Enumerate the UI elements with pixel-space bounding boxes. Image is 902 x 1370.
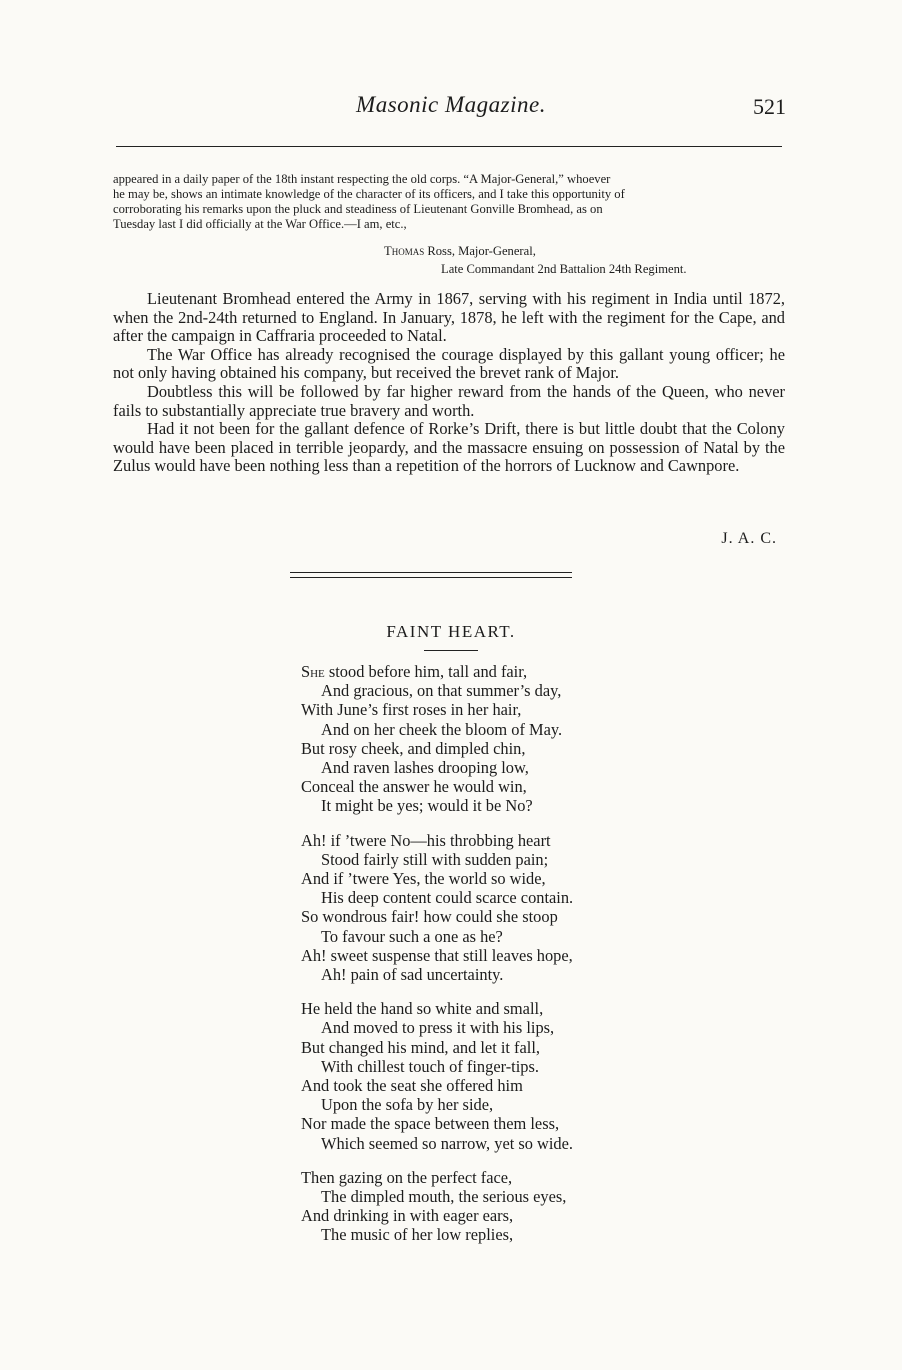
poem-line: And moved to press it with his lips,: [321, 1018, 555, 1038]
poem-line: He held the hand so white and small,: [301, 999, 544, 1019]
poem-line: With June’s first roses in her hair,: [301, 700, 522, 720]
poem-line: And took the seat she offered him: [301, 1076, 523, 1096]
page-header: [0, 92, 902, 132]
poem-line: It might be yes; would it be No?: [321, 796, 533, 816]
poem: [301, 662, 721, 1260]
signature-first-name: Thomas: [384, 244, 425, 258]
poem-line: She stood before him, tall and fair,: [301, 662, 528, 681]
poem-line: And drinking in with eager ears,: [301, 1206, 514, 1226]
poem-line: His deep content could scarce contain.: [321, 888, 574, 908]
poem-line: And raven lashes drooping low,: [321, 758, 529, 778]
poem-line: The music of her low replies,: [321, 1225, 514, 1245]
poem-line: And if ’twere Yes, the world so wide,: [301, 869, 546, 889]
poem-line: Stood fairly still with sudden pain;: [321, 849, 549, 869]
page-number: 521: [753, 94, 786, 119]
header-rule: [116, 146, 782, 147]
poem-line: And gracious, on that summer’s day,: [321, 681, 562, 701]
paragraph: The War Office has already recognised the courage displayed by this gallant young officer; he not only having obtained his company, but received the brevet rank of Major.: [113, 344, 785, 383]
letter-signature: [384, 244, 536, 259]
poem-line: Then gazing on the perfect face,: [301, 1167, 513, 1187]
poem-line: Which seemed so narrow, yet so wide.: [321, 1133, 574, 1153]
letter-line: Tuesday last I did officially at the War Office.—I am, etc.,: [113, 217, 407, 231]
running-title: Masonic Magazine.: [356, 92, 546, 117]
paragraph: Had it not been for the gallant defence of Rorke’s Drift, there is but little doubt that the Colony would have been placed in terrible jeopardy, and the massacre ensuing on possession of Natal by the Zulus would have been nothing less than a repetition of the horrors of Lucknow and Cawnpore.: [113, 419, 785, 476]
poem-first-word: She: [301, 662, 325, 681]
stanza: [301, 999, 721, 1153]
poem-line: Conceal the answer he would win,: [301, 777, 527, 797]
letter-signature-title: Late Commandant 2nd Battalion 24th Regiment.: [441, 262, 687, 276]
letter-line: corroborating his remarks upon the pluck and steadiness of Lieutenant Gonville Bromhead, as on: [113, 202, 603, 216]
poem-line: Ah! pain of sad uncertainty.: [321, 965, 504, 985]
signature-rest: Ross, Major-General,: [424, 244, 536, 258]
poem-line: To favour such a one as he?: [321, 926, 503, 946]
stanza: [301, 831, 721, 985]
poem-line: Ah! if ’twere No—his throbbing heart: [301, 830, 551, 850]
paragraph: Doubtless this will be followed by far higher reward from the hands of the Queen, who never fails to substantially appreciate true bravery and worth.: [113, 381, 785, 420]
stanza: [301, 1168, 721, 1245]
poem-title: FAINT HEART.: [386, 622, 516, 641]
letter-excerpt: [113, 172, 783, 232]
stanza: [301, 662, 721, 816]
poem-line: Ah! sweet suspense that still leaves hope,: [301, 945, 573, 965]
section-divider: [290, 572, 572, 578]
poem-line: Nor made the space between them less,: [301, 1114, 560, 1134]
letter-line: appeared in a daily paper of the 18th instant respecting the old corps. “A Major-General,” whoever: [113, 172, 611, 186]
poem-line: So wondrous fair! how could she stoop: [301, 907, 558, 927]
poem-line: And on her cheek the bloom of May.: [321, 719, 563, 739]
article-body: [113, 290, 785, 476]
title-rule: [424, 650, 478, 651]
paragraph: Lieutenant Bromhead entered the Army in 1867, serving with his regiment in India until 1872, when the 2nd-24th returned to England. In January, 1878, he left with the regiment for the Cape, and after the campaign in Caffraria proceeded to Natal.: [113, 289, 785, 346]
poem-line: The dimpled mouth, the serious eyes,: [321, 1187, 567, 1207]
author-initials: J. A. C.: [721, 530, 777, 547]
poem-line: Upon the sofa by her side,: [321, 1095, 494, 1115]
poem-line: But changed his mind, and let it fall,: [301, 1037, 540, 1057]
poem-line: With chillest touch of finger-tips.: [321, 1056, 539, 1076]
poem-line: But rosy cheek, and dimpled chin,: [301, 738, 526, 758]
letter-line: he may be, shows an intimate knowledge of the character of its officers, and I take this opportunity of: [113, 187, 625, 201]
